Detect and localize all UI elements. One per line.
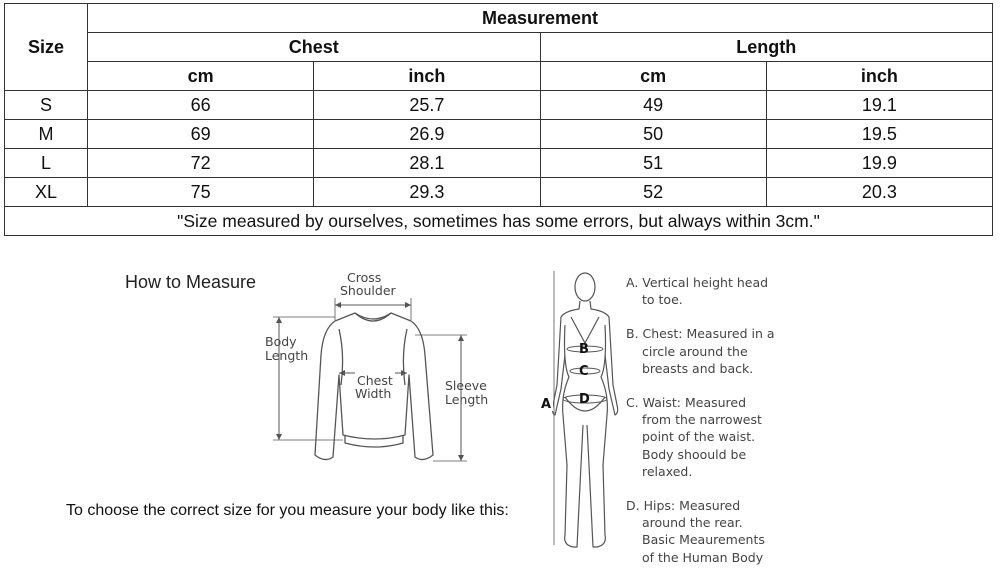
length-inch-cell: 19.1 bbox=[766, 91, 992, 120]
how-to-measure-title: How to Measure bbox=[125, 272, 257, 292]
definition-line: Basic Meaurements bbox=[642, 532, 765, 548]
size-cell: L bbox=[5, 149, 88, 178]
definition-c bbox=[626, 394, 796, 480]
definition-line: D. Hips: Measured bbox=[626, 498, 741, 514]
body-label: Body bbox=[265, 334, 297, 349]
cross-label: Cross bbox=[347, 270, 382, 285]
definition-line: C. Waist: Measured bbox=[626, 395, 747, 411]
definition-line: to toe. bbox=[642, 292, 683, 308]
definition-line: Body shoould be bbox=[642, 446, 747, 462]
definition-d bbox=[626, 497, 796, 566]
measurement-definitions bbox=[626, 274, 796, 583]
definition-b bbox=[626, 325, 796, 377]
measurement-header: Measurement bbox=[88, 4, 993, 33]
chest-header: Chest bbox=[88, 33, 541, 62]
body-diagram bbox=[535, 265, 620, 555]
label-b: B bbox=[579, 342, 589, 357]
label-d: D bbox=[579, 392, 590, 407]
size-cell: XL bbox=[5, 178, 88, 207]
sleeve-label: Sleeve bbox=[445, 378, 487, 393]
unit-header: cm bbox=[540, 62, 766, 91]
chest-cm-cell: 72 bbox=[88, 149, 314, 178]
chest-cm-cell: 69 bbox=[88, 120, 314, 149]
body-length-label: Length bbox=[265, 348, 309, 363]
chest-cm-cell: 66 bbox=[88, 91, 314, 120]
size-header: Size bbox=[5, 4, 88, 91]
definition-a bbox=[626, 274, 796, 308]
length-cm-cell: 52 bbox=[540, 178, 766, 207]
length-inch-cell: 19.9 bbox=[766, 149, 992, 178]
definition-line: point of the waist. bbox=[642, 429, 756, 445]
definition-line: relaxed. bbox=[642, 463, 693, 479]
definition-line: from the narrowest bbox=[642, 412, 762, 428]
chest-label: Chest bbox=[357, 373, 393, 388]
choose-size-instruction: To choose the correct size for you measure your body like this: bbox=[66, 502, 509, 519]
definition-line: B. Chest: Measured in a bbox=[626, 326, 775, 342]
length-inch-cell: 19.5 bbox=[766, 120, 992, 149]
chest-cm-cell: 75 bbox=[88, 178, 314, 207]
chest-inch-cell: 28.1 bbox=[314, 149, 540, 178]
size-cell: S bbox=[5, 91, 88, 120]
unit-header: inch bbox=[766, 62, 992, 91]
length-header: Length bbox=[540, 33, 993, 62]
size-cell: M bbox=[5, 120, 88, 149]
chest-inch-cell: 26.9 bbox=[314, 120, 540, 149]
width-label: Width bbox=[355, 386, 392, 401]
chest-inch-cell: 29.3 bbox=[314, 178, 540, 207]
size-chart-table bbox=[4, 3, 993, 236]
length-cm-cell: 49 bbox=[540, 91, 766, 120]
sweater-diagram bbox=[255, 265, 495, 475]
table-row bbox=[5, 178, 993, 207]
length-cm-cell: 51 bbox=[540, 149, 766, 178]
unit-header: cm bbox=[88, 62, 314, 91]
definition-line: A. Vertical height head bbox=[626, 275, 769, 290]
shoulder-label: Shoulder bbox=[340, 283, 396, 298]
label-a: A bbox=[541, 397, 552, 412]
length-cm-cell: 50 bbox=[540, 120, 766, 149]
table-row bbox=[5, 120, 993, 149]
size-note: "Size measured by ourselves, sometimes has some errors, but always within 3cm." bbox=[5, 207, 993, 236]
unit-header: inch bbox=[314, 62, 540, 91]
sleeve-length-label: Length bbox=[445, 392, 489, 407]
length-inch-cell: 20.3 bbox=[766, 178, 992, 207]
definition-line: circle around the bbox=[642, 343, 748, 359]
definition-line: of the Human Body bbox=[642, 549, 764, 565]
definition-line: breasts and back. bbox=[642, 360, 754, 376]
chest-inch-cell: 25.7 bbox=[314, 91, 540, 120]
label-c: C bbox=[579, 364, 589, 379]
table-row bbox=[5, 149, 993, 178]
definition-line: around the rear. bbox=[642, 515, 743, 531]
table-row bbox=[5, 91, 993, 120]
